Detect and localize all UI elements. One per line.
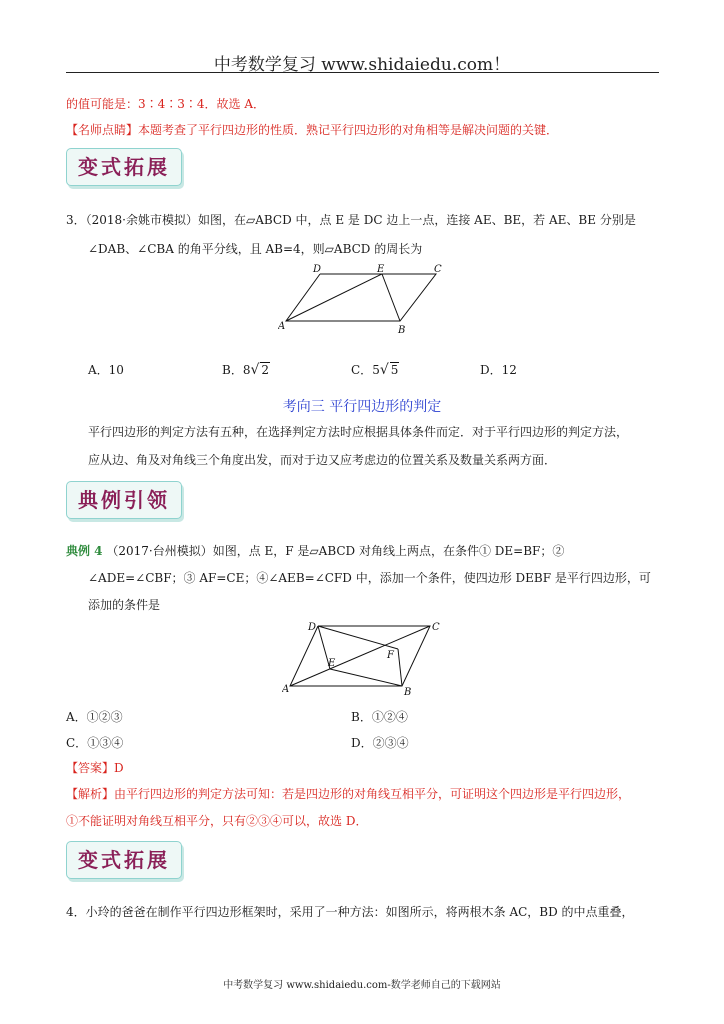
label-a: A xyxy=(282,684,290,695)
ex4-option-d: D．②③④ xyxy=(351,736,409,750)
variant-extension-banner xyxy=(66,148,182,186)
label-f: F xyxy=(387,650,394,661)
q3-option-b: B．8√ 2 xyxy=(222,362,270,378)
page-header: 中考数学复习 www.shidaiedu.com！ xyxy=(213,55,511,75)
variant-extension-banner-2 xyxy=(66,841,182,879)
banner-label: 变式拓展 xyxy=(78,155,170,179)
label-b: B xyxy=(398,325,406,336)
example-4-line-1: 典例 4 （2017·台州模拟）如图，点 E，F 是▱ABCD 对角线上两点，在条件① DE=BF；② xyxy=(66,544,565,558)
segment-df xyxy=(318,626,398,649)
example-4-analysis-line-1: 【解析】由平行四边形的判定方法可知：若是四边形的对角线互相平分，可证明这个四边形是平行四边形， xyxy=(66,787,631,801)
q3-option-c: C．5√ 5 xyxy=(351,362,399,378)
parallelogram-abcd xyxy=(286,274,436,321)
label-e: E xyxy=(328,658,336,669)
example-4-answer: 【答案】D xyxy=(66,761,124,775)
diagonal-ac xyxy=(290,626,430,686)
label-c: C xyxy=(432,622,440,633)
segment-be xyxy=(382,274,400,321)
example-lead-banner xyxy=(66,481,182,519)
segment-fb xyxy=(398,649,402,686)
label-e: E xyxy=(377,264,385,275)
section-paragraph-line-2: 应从边、角及对角线三个角度出发，而对于边又应考虑边的位置关系及数量关系两方面． xyxy=(88,453,557,467)
section-title: 考向三 平行四边形的判定 xyxy=(282,399,442,415)
example-4-line-2: ∠ADE=∠CBF；③ AF=CE；④∠AEB=∠CFD 中，添加一个条件，使四边形 DEBF 是平行四边形，可 xyxy=(88,571,651,585)
example-4-line-3: 添加的条件是 xyxy=(88,598,161,612)
header-divider xyxy=(66,72,659,73)
example-tag: 典例 4 xyxy=(66,544,103,558)
label-d: D xyxy=(308,622,317,633)
label-c: C xyxy=(434,264,442,275)
question-3-line-2: ∠DAB、∠CBA 的角平分线，且 AB=4，则▱ABCD 的周长为 xyxy=(88,242,423,256)
previous-answer-tail: 的值可能是：3∶4∶3∶4．故选 A． xyxy=(66,97,266,111)
label-d: D xyxy=(313,264,322,275)
section-paragraph-line-1: 平行四边形的判定方法有五种，在选择判定方法时应根据具体条件而定．对于平行四边形的判定方法， xyxy=(88,425,629,439)
banner-label: 变式拓展 xyxy=(78,848,170,872)
ex4-option-a: A．①②③ xyxy=(66,710,123,724)
page-footer: 中考数学复习 www.shidaiedu.com-数学老师自己的下载网站 xyxy=(223,980,501,991)
example-4-analysis-line-2: ①不能证明对角线互相平分，只有②③④可以，故选 D． xyxy=(66,814,368,828)
q3-option-a: A．10 xyxy=(88,363,124,377)
question-3-line-1: 3．（2018·余姚市模拟）如图，在▱ABCD 中，点 E 是 DC 边上一点，连接 AE、BE，若 AE、BE 分别是 xyxy=(66,213,636,227)
ex4-option-c: C．①③④ xyxy=(66,736,124,750)
question-3-figure xyxy=(278,262,448,342)
segment-eb xyxy=(330,669,402,686)
expert-tip: 【名师点睛】本题考查了平行四边形的性质．熟记平行四边形的对角相等是解决问题的关键． xyxy=(66,123,559,137)
question-4-line-1: 4．小玲的爸爸在制作平行四边形框架时，采用了一种方法：如图所示，将两根木条 AC，BD 的中点重叠， xyxy=(66,905,634,919)
label-a: A xyxy=(278,321,286,332)
segment-ae xyxy=(286,274,382,321)
banner-label: 典例引领 xyxy=(78,488,170,512)
q3-option-d: D．12 xyxy=(480,363,517,377)
example-4-figure xyxy=(282,616,452,698)
ex4-option-b: B．①②④ xyxy=(351,710,408,724)
label-b: B xyxy=(404,687,412,698)
